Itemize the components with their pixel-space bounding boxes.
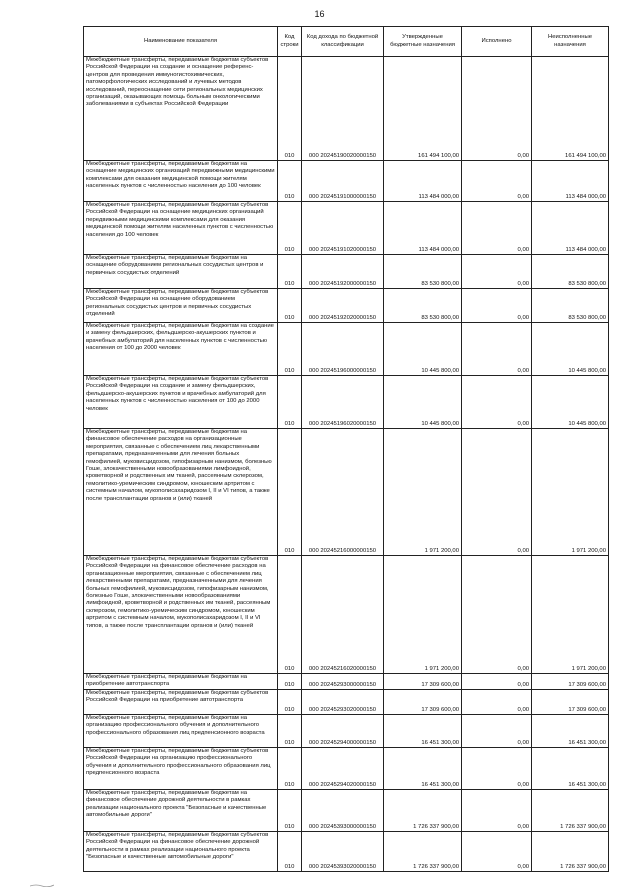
row-unexecuted: 161 494 100,00 — [532, 57, 609, 161]
header-unexecuted: Неисполненные назначения — [532, 27, 609, 57]
row-unexecuted: 1 971 200,00 — [532, 429, 609, 556]
scan-mark — [30, 884, 54, 887]
row-unexecuted: 1 726 337 900,00 — [532, 832, 609, 872]
row-approved: 16 451 300,00 — [384, 748, 462, 790]
row-name: Межбюджетные трансферты, передаваемые бюджетам на создание и замену фельдшерских, фельдшерско-акушерских пунктов и врачебных амбулаторий для населенных пунктов с численностью населения от 100 до 2000 человек — [84, 323, 278, 376]
row-approved: 10 445 800,00 — [384, 376, 462, 429]
table-row — [84, 429, 609, 556]
row-line-code: 010 — [278, 57, 302, 161]
row-line-code: 010 — [278, 323, 302, 376]
row-line-code: 010 — [278, 790, 302, 832]
table-row — [84, 376, 609, 429]
row-approved: 1 726 337 900,00 — [384, 832, 462, 872]
row-executed: 0,00 — [462, 289, 532, 323]
row-approved: 17 309 600,00 — [384, 690, 462, 715]
row-income-code: 000 20245293000000150 — [302, 674, 384, 690]
row-name: Межбюджетные трансферты, передаваемые бюджетам субъектов Российской Федерации на оснащение оборудованием региональных сосудистых центров и первичных сосудистых отделений — [84, 289, 278, 323]
table-row — [84, 161, 609, 202]
row-name: Межбюджетные трансферты, передаваемые бюджетам на организацию профессионального обучения и дополнительного профессионального образования лиц предпенсионного возраста — [84, 715, 278, 748]
page-number: 16 — [314, 9, 325, 19]
row-unexecuted: 113 484 000,00 — [532, 202, 609, 255]
row-executed: 0,00 — [462, 323, 532, 376]
header-income-code: Код дохода по бюджетной классификации — [302, 27, 384, 57]
row-approved: 1 971 200,00 — [384, 556, 462, 674]
header-line-code: Код строки — [278, 27, 302, 57]
table-row — [84, 748, 609, 790]
row-unexecuted: 1 971 200,00 — [532, 556, 609, 674]
row-income-code: 000 20245196000000150 — [302, 323, 384, 376]
table-header — [84, 27, 609, 57]
row-line-code: 010 — [278, 202, 302, 255]
table-row — [84, 832, 609, 872]
row-income-code: 000 20245190020000150 — [302, 57, 384, 161]
row-income-code: 000 20245293020000150 — [302, 690, 384, 715]
row-line-code: 010 — [278, 556, 302, 674]
row-name: Межбюджетные трансферты, передаваемые бюджетам субъектов Российской Федерации на создание и оснащение референс-центров для проведения иммуногистохимических, патоморфологических исследований и лучевых методов исследований, переоснащение сети региональных медицинских организаций, оказывающих помощь больным онкологическими заболеваниями в субъектах Российской Федерации — [84, 57, 278, 161]
row-executed: 0,00 — [462, 748, 532, 790]
row-line-code: 010 — [278, 429, 302, 556]
row-unexecuted: 17 309 600,00 — [532, 690, 609, 715]
row-line-code: 010 — [278, 255, 302, 289]
table-row — [84, 289, 609, 323]
row-approved: 1 726 337 900,00 — [384, 790, 462, 832]
row-unexecuted: 10 445 800,00 — [532, 376, 609, 429]
row-executed: 0,00 — [462, 376, 532, 429]
table-row — [84, 323, 609, 376]
row-approved: 83 530 800,00 — [384, 289, 462, 323]
row-executed: 0,00 — [462, 832, 532, 872]
row-income-code: 000 20245294020000150 — [302, 748, 384, 790]
row-line-code: 010 — [278, 748, 302, 790]
row-income-code: 000 20245192020000150 — [302, 289, 384, 323]
row-income-code: 000 20245393020000150 — [302, 832, 384, 872]
budget-execution-table — [83, 26, 609, 872]
header-executed: Исполнено — [462, 27, 532, 57]
table-row — [84, 255, 609, 289]
row-income-code: 000 20245192000000150 — [302, 255, 384, 289]
table-row — [84, 556, 609, 674]
row-line-code: 010 — [278, 674, 302, 690]
table-row — [84, 202, 609, 255]
table-row — [84, 715, 609, 748]
row-approved: 161 494 100,00 — [384, 57, 462, 161]
row-unexecuted: 113 484 000,00 — [532, 161, 609, 202]
row-executed: 0,00 — [462, 161, 532, 202]
row-line-code: 010 — [278, 376, 302, 429]
header-name: Наименование показателя — [84, 27, 278, 57]
row-name: Межбюджетные трансферты, передаваемые бюджетам на финансовое обеспечение дорожной деятельности в рамках реализации национального проекта "Безопасные и качественные автомобильные дороги" — [84, 790, 278, 832]
row-name: Межбюджетные трансферты, передаваемые бюджетам субъектов Российской Федерации на финансовое обеспечение дорожной деятельности в рамках реализации национального проекта "Безопасные и качественные автомобильные дороги" — [84, 832, 278, 872]
row-income-code: 000 20245191020000150 — [302, 202, 384, 255]
row-approved: 113 484 000,00 — [384, 161, 462, 202]
row-executed: 0,00 — [462, 674, 532, 690]
row-income-code: 000 20245294000000150 — [302, 715, 384, 748]
row-income-code: 000 20245191000000150 — [302, 161, 384, 202]
row-unexecuted: 16 451 300,00 — [532, 715, 609, 748]
row-income-code: 000 20245216020000150 — [302, 556, 384, 674]
row-name: Межбюджетные трансферты, передаваемые бюджетам субъектов Российской Федерации на приобретение автотранспорта — [84, 690, 278, 715]
row-executed: 0,00 — [462, 255, 532, 289]
row-line-code: 010 — [278, 289, 302, 323]
table-row — [84, 790, 609, 832]
row-unexecuted: 83 530 800,00 — [532, 255, 609, 289]
row-executed: 0,00 — [462, 57, 532, 161]
row-name: Межбюджетные трансферты, передаваемые бюджетам на финансовое обеспечение расходов на организационные мероприятия, связанные с обеспечением лиц лекарственными препаратами, предназначенными для лечения больных гемофилией, муковисцидозом, гипофизарным нанизмом, болезнью Гоше, злокачественными новообразованиями лимфоидной, кроветворной и родственных им тканей, рассеянным склерозом, гемолитико-уремическим синдромом, юношеским артритом с системным началом, мукополисахаридозом I, II и VI типов, а также после трансплантации органов и (или) тканей — [84, 429, 278, 556]
row-name: Межбюджетные трансферты, передаваемые бюджетам на приобретение автотранспорта — [84, 674, 278, 690]
row-executed: 0,00 — [462, 429, 532, 556]
row-executed: 0,00 — [462, 715, 532, 748]
row-approved: 1 971 200,00 — [384, 429, 462, 556]
row-name: Межбюджетные трансферты, передаваемые бюджетам субъектов Российской Федерации на организацию профессионального обучения и дополнительного профессионального образования лиц предпенсионного возраста — [84, 748, 278, 790]
row-income-code: 000 20245196020000150 — [302, 376, 384, 429]
row-income-code: 000 20245393000000150 — [302, 790, 384, 832]
row-approved: 83 530 800,00 — [384, 255, 462, 289]
row-name: Межбюджетные трансферты, передаваемые бюджетам субъектов Российской Федерации на финансовое обеспечение расходов на организационные мероприятия, связанные с обеспечением лиц лекарственными препаратами, предназначенными для лечения больных гемофилией, муковисцидозом, гипофизарным нанизмом, болезнью Гоше, злокачественными новообразованиями лимфоидной, кроветворной и родственных им тканей, рассеянным склерозом, гемолитико-уремическим синдромом, юношеским артритом с системным началом, мукополисахаридозом I, II и VI типов, а также после трансплантации органов и (или) тканей — [84, 556, 278, 674]
row-unexecuted: 17 309 600,00 — [532, 674, 609, 690]
row-unexecuted: 16 451 300,00 — [532, 748, 609, 790]
table-body — [84, 57, 609, 872]
table-row — [84, 690, 609, 715]
row-name: Межбюджетные трансферты, передаваемые бюджетам субъектов Российской Федерации на создание и замену фельдшерских, фельдшерско-акушерских пунктов и врачебных амбулаторий для населенных пунктов с численностью населения от 100 до 2000 человек — [84, 376, 278, 429]
row-approved: 113 484 000,00 — [384, 202, 462, 255]
row-executed: 0,00 — [462, 790, 532, 832]
table-row — [84, 674, 609, 690]
row-unexecuted: 1 726 337 900,00 — [532, 790, 609, 832]
row-executed: 0,00 — [462, 556, 532, 674]
row-executed: 0,00 — [462, 690, 532, 715]
table-row — [84, 57, 609, 161]
row-executed: 0,00 — [462, 202, 532, 255]
row-name: Межбюджетные трансферты, передаваемые бюджетам субъектов Российской Федерации на оснащение медицинских организаций передвижными медицинскими комплексами для оказания медицинской помощи жителям населенных пунктов с численностью населения до 100 человек — [84, 202, 278, 255]
row-approved: 10 445 800,00 — [384, 323, 462, 376]
row-income-code: 000 20245216000000150 — [302, 429, 384, 556]
header-approved: Утвержденные бюджетные назначения — [384, 27, 462, 57]
row-name: Межбюджетные трансферты, передаваемые бюджетам на оснащение оборудованием региональных сосудистых центров и первичных сосудистых отделений — [84, 255, 278, 289]
row-line-code: 010 — [278, 715, 302, 748]
row-line-code: 010 — [278, 832, 302, 872]
row-name: Межбюджетные трансферты, передаваемые бюджетам на оснащение медицинских организаций передвижными медицинскими комплексами для оказания медицинской помощи жителям населенных пунктов с численностью населения до 100 человек — [84, 161, 278, 202]
row-line-code: 010 — [278, 690, 302, 715]
row-line-code: 010 — [278, 161, 302, 202]
row-unexecuted: 83 530 800,00 — [532, 289, 609, 323]
row-unexecuted: 10 445 800,00 — [532, 323, 609, 376]
row-approved: 17 309 600,00 — [384, 674, 462, 690]
row-approved: 16 451 300,00 — [384, 715, 462, 748]
